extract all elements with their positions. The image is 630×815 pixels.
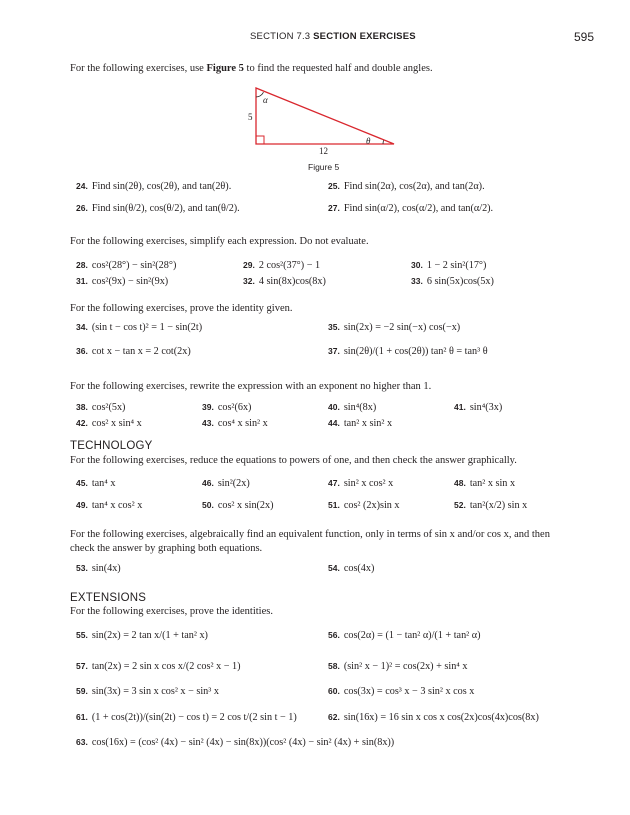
exercise-24: 24. Find sin(2θ), cos(2θ), and tan(2θ). [76, 181, 232, 192]
exercise-text: cos² x sin(2x) [217, 500, 274, 511]
exercise-text: cos(3x) = cos³ x − 3 sin² x cos x [343, 686, 475, 697]
exercise-text: cos²(5x) [91, 402, 126, 413]
exercise-text: sin²(2x) [217, 478, 250, 489]
exercise-text: Find sin(α/2), cos(α/2), and tan(α/2). [343, 203, 494, 214]
exercise-54: 54. cos(4x) [328, 563, 375, 574]
right-angle-marker [256, 136, 264, 144]
exercise-text: (1 + cos(2t))/(sin(2t) − cos t) = 2 cos t/(2 sin t − 1) [91, 712, 297, 723]
exercise-text: sin(2θ)/(1 + cos(2θ)) tan² θ = tan³ θ [343, 346, 488, 357]
exercise-text: 2 cos²(37°) − 1 [258, 260, 321, 271]
exercise-text: cos(16x) = (cos² (4x) − sin² (4x) − sin(8x))(cos² (4x) − sin² (4x) + sin(8x)) [91, 737, 395, 748]
exercise-text: tan⁴ x [91, 478, 116, 489]
exercise-text: sin² x cos² x [343, 478, 394, 489]
exercise-43: 43. cos⁴ x sin² x [202, 418, 268, 429]
intro-half-double [70, 63, 433, 74]
intro-text: For the following exercises, use [70, 63, 207, 74]
exercise-text: sin(3x) = 3 sin x cos² x − sin³ x [91, 686, 219, 697]
exercise-28: 28. cos²(28°) − sin²(28°) [76, 260, 177, 271]
exercise-text: tan² x sin x [469, 478, 516, 489]
exercise-39: 39. cos²(6x) [202, 402, 252, 413]
exercise-41: 41. sin⁴(3x) [454, 402, 503, 413]
exercise-text: sin(2x) = −2 sin(−x) cos(−x) [343, 322, 461, 333]
triangle-shape [256, 88, 394, 144]
exercise-59: 59. sin(3x) = 3 sin x cos² x − sin³ x [76, 686, 219, 697]
exercise-text: 1 − 2 sin²(17°) [426, 260, 487, 271]
figure-reference: Figure 5 [206, 63, 244, 74]
exercise-text: cos²(6x) [217, 402, 252, 413]
exercise-35: 35. sin(2x) = −2 sin(−x) cos(−x) [328, 322, 461, 333]
exercise-32: 32. 4 sin(8x)cos(8x) [243, 276, 326, 287]
section-title: SECTION EXERCISES [313, 31, 416, 42]
exercise-49: 49. tan⁴ x cos² x [76, 500, 143, 511]
exercise-text: cos(4x) [343, 563, 375, 574]
intro-simplify: For the following exercises, simplify each expression. Do not evaluate. [70, 236, 369, 247]
exercise-text: sin(16x) = 16 sin x cos x cos(2x)cos(4x)cos(8x) [343, 712, 539, 723]
exercise-56: 56. cos(2α) = (1 − tan² α)/(1 + tan² α) [328, 630, 481, 641]
exercise-text: sin(4x) [91, 563, 121, 574]
exercise-text: tan²(x/2) sin x [469, 500, 528, 511]
figure-caption: Figure 5 [308, 162, 340, 172]
exercise-text: 4 sin(8x)cos(8x) [258, 276, 326, 287]
label-theta: θ [366, 136, 371, 146]
exercise-60: 60. cos(3x) = cos³ x − 3 sin² x cos x [328, 686, 475, 697]
exercise-text: tan⁴ x cos² x [91, 500, 143, 511]
running-header [250, 31, 416, 42]
exercise-47: 47. sin² x cos² x [328, 478, 394, 489]
exercise-31: 31. cos²(9x) − sin²(9x) [76, 276, 169, 287]
exercise-text: sin(2x) = 2 tan x/(1 + tan² x) [91, 630, 208, 641]
exercise-text: Find sin(θ/2), cos(θ/2), and tan(θ/2). [91, 203, 240, 214]
exercise-text: cos(2α) = (1 − tan² α)/(1 + tan² α) [343, 630, 481, 641]
exercise-text: (sin t − cos t)² = 1 − sin(2t) [91, 322, 203, 333]
exercise-text: cos⁴ x sin² x [217, 418, 268, 429]
exercise-text: cot x − tan x = 2 cot(2x) [91, 346, 191, 357]
exercise-text: cos² (2x)sin x [343, 500, 400, 511]
exercise-text: tan(2x) = 2 sin x cos x/(2 cos² x − 1) [91, 661, 241, 672]
exercise-26: 26. Find sin(θ/2), cos(θ/2), and tan(θ/2). [76, 203, 240, 214]
intro-text: to find the requested half and double angles. [243, 63, 433, 74]
intro-prove: For the following exercises, prove the identity given. [70, 303, 293, 314]
exercise-55: 55. sin(2x) = 2 tan x/(1 + tan² x) [76, 630, 208, 641]
exercise-61: 61. (1 + cos(2t))/(sin(2t) − cos t) = 2 cos t/(2 sin t − 1) [76, 712, 297, 723]
exercise-text: cos² x sin⁴ x [91, 418, 142, 429]
exercise-38: 38. cos²(5x) [76, 402, 126, 413]
exercise-36: 36. cot x − tan x = 2 cot(2x) [76, 346, 191, 357]
exercise-53: 53. sin(4x) [76, 563, 121, 574]
page-number: 595 [574, 30, 595, 44]
extensions-intro: For the following exercises, prove the identities. [70, 606, 273, 617]
label-alpha: α [263, 95, 268, 105]
exercise-text: sin⁴(8x) [343, 402, 377, 413]
exercise-text: 6 sin(5x)cos(5x) [426, 276, 494, 287]
intro-rewrite: For the following exercises, rewrite the expression with an exponent no higher than 1. [70, 381, 432, 392]
section-number: SECTION 7.3 [250, 31, 311, 42]
exercise-63: 63. cos(16x) = (cos² (4x) − sin² (4x) − sin(8x))(cos² (4x) − sin² (4x) + sin(8x)) [76, 737, 395, 748]
exercise-25: 25. Find sin(2α), cos(2α), and tan(2α). [328, 181, 485, 192]
technology-intro-2-line-1: For the following exercises, algebraically find an equivalent function, only in terms of sin x and/or cos x, and then [70, 529, 550, 540]
exercise-30: 30. 1 − 2 sin²(17°) [411, 260, 487, 271]
exercise-29: 29. 2 cos²(37°) − 1 [243, 260, 321, 271]
technology-intro: For the following exercises, reduce the equations to powers of one, and then check the answer graphically. [70, 455, 517, 466]
exercise-45: 45. tan⁴ x [76, 478, 116, 489]
exercise-58: 58. (sin² x − 1)² = cos(2x) + sin⁴ x [328, 661, 468, 672]
exercise-57: 57. tan(2x) = 2 sin x cos x/(2 cos² x − 1) [76, 661, 241, 672]
technology-heading: TECHNOLOGY [70, 440, 153, 452]
technology-intro-2-line-2: check the answer by graphing both equations. [70, 543, 263, 554]
label-side-5: 5 [248, 112, 253, 122]
extensions-heading: EXTENSIONS [70, 592, 147, 604]
exercise-text: (sin² x − 1)² = cos(2x) + sin⁴ x [343, 661, 468, 672]
exercise-text: cos²(9x) − sin²(9x) [91, 276, 169, 287]
exercise-51: 51. cos² (2x)sin x [328, 500, 400, 511]
exercise-62: 62. sin(16x) = 16 sin x cos x cos(2x)cos(4x)cos(8x) [328, 712, 539, 723]
exercise-34: 34. (sin t − cos t)² = 1 − sin(2t) [76, 322, 203, 333]
exercise-text: Find sin(2α), cos(2α), and tan(2α). [343, 181, 485, 192]
exercise-44: 44. tan² x sin² x [328, 418, 393, 429]
exercise-text: cos²(28°) − sin²(28°) [91, 260, 177, 271]
exercise-52: 52. tan²(x/2) sin x [454, 500, 528, 511]
exercise-text: tan² x sin² x [343, 418, 393, 429]
exercise-33: 33. 6 sin(5x)cos(5x) [411, 276, 494, 287]
exercise-42: 42. cos² x sin⁴ x [76, 418, 142, 429]
exercise-27: 27. Find sin(α/2), cos(α/2), and tan(α/2). [328, 203, 494, 214]
exercise-46: 46. sin²(2x) [202, 478, 250, 489]
exercise-48: 48. tan² x sin x [454, 478, 516, 489]
exercise-37: 37. sin(2θ)/(1 + cos(2θ)) tan² θ = tan³ θ [328, 346, 488, 357]
exercise-text: sin⁴(3x) [469, 402, 503, 413]
exercise-text: Find sin(2θ), cos(2θ), and tan(2θ). [91, 181, 232, 192]
exercise-50: 50. cos² x sin(2x) [202, 500, 274, 511]
label-side-12: 12 [319, 146, 328, 156]
exercise-40: 40. sin⁴(8x) [328, 402, 377, 413]
